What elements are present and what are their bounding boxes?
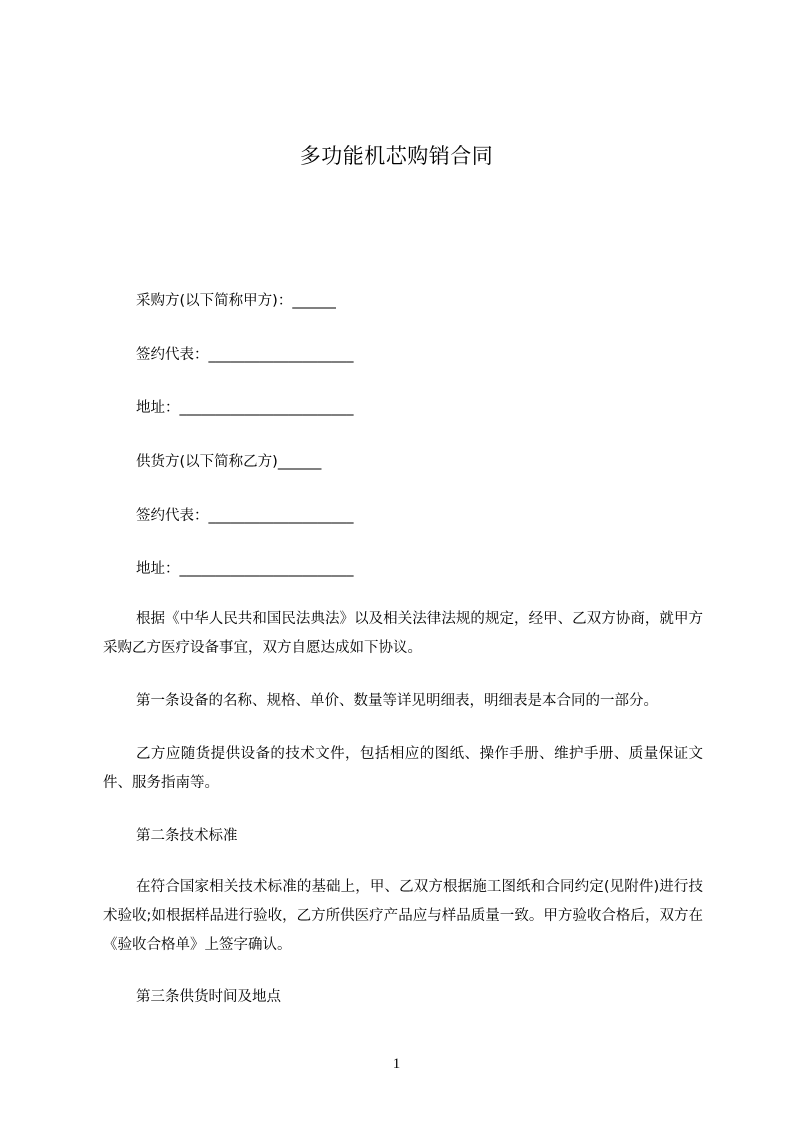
article-3-heading: 第三条供货时间及地点 — [136, 989, 281, 1005]
supplier-address-line: 地址：________________________ — [136, 561, 354, 577]
document-title: 多功能机芯购销合同 — [299, 144, 494, 168]
buyer-address-line: 地址：________________________ — [136, 400, 354, 416]
intro-paragraph: 根据《中华人民共和国民法典法》以及相关法律法规的规定，经甲、乙双方协商，就甲方采购乙方医疗设备事宜，双方自愿达成如下协议。 — [103, 611, 703, 656]
page-number: 1 — [392, 1056, 401, 1072]
supplier-representative-line: 签约代表：____________________ — [136, 508, 354, 524]
buyer-line: 采购方(以下简称甲方)：______ — [136, 293, 336, 309]
article-2-heading: 第二条技术标准 — [136, 828, 238, 844]
supplier-line: 供货方(以下简称乙方)______ — [136, 454, 322, 470]
article-1-paragraph: 乙方应随货提供设备的技术文件，包括相应的图纸、操作手册、维护手册、质量保证文件、服务指南等。 — [103, 746, 703, 791]
article-1-heading: 第一条设备的名称、规格、单价、数量等详见明细表，明细表是本合同的一部分。 — [136, 693, 658, 709]
article-2-paragraph: 在符合国家相关技术标准的基础上，甲、乙双方根据施工图纸和合同约定(见附件)进行技术验收;如根据样品进行验收，乙方所供医疗产品应与样品质量一致。甲方验收合格后，双方在《验收合格单》上签字确认。 — [103, 879, 703, 953]
buyer-representative-line: 签约代表：____________________ — [136, 347, 354, 363]
